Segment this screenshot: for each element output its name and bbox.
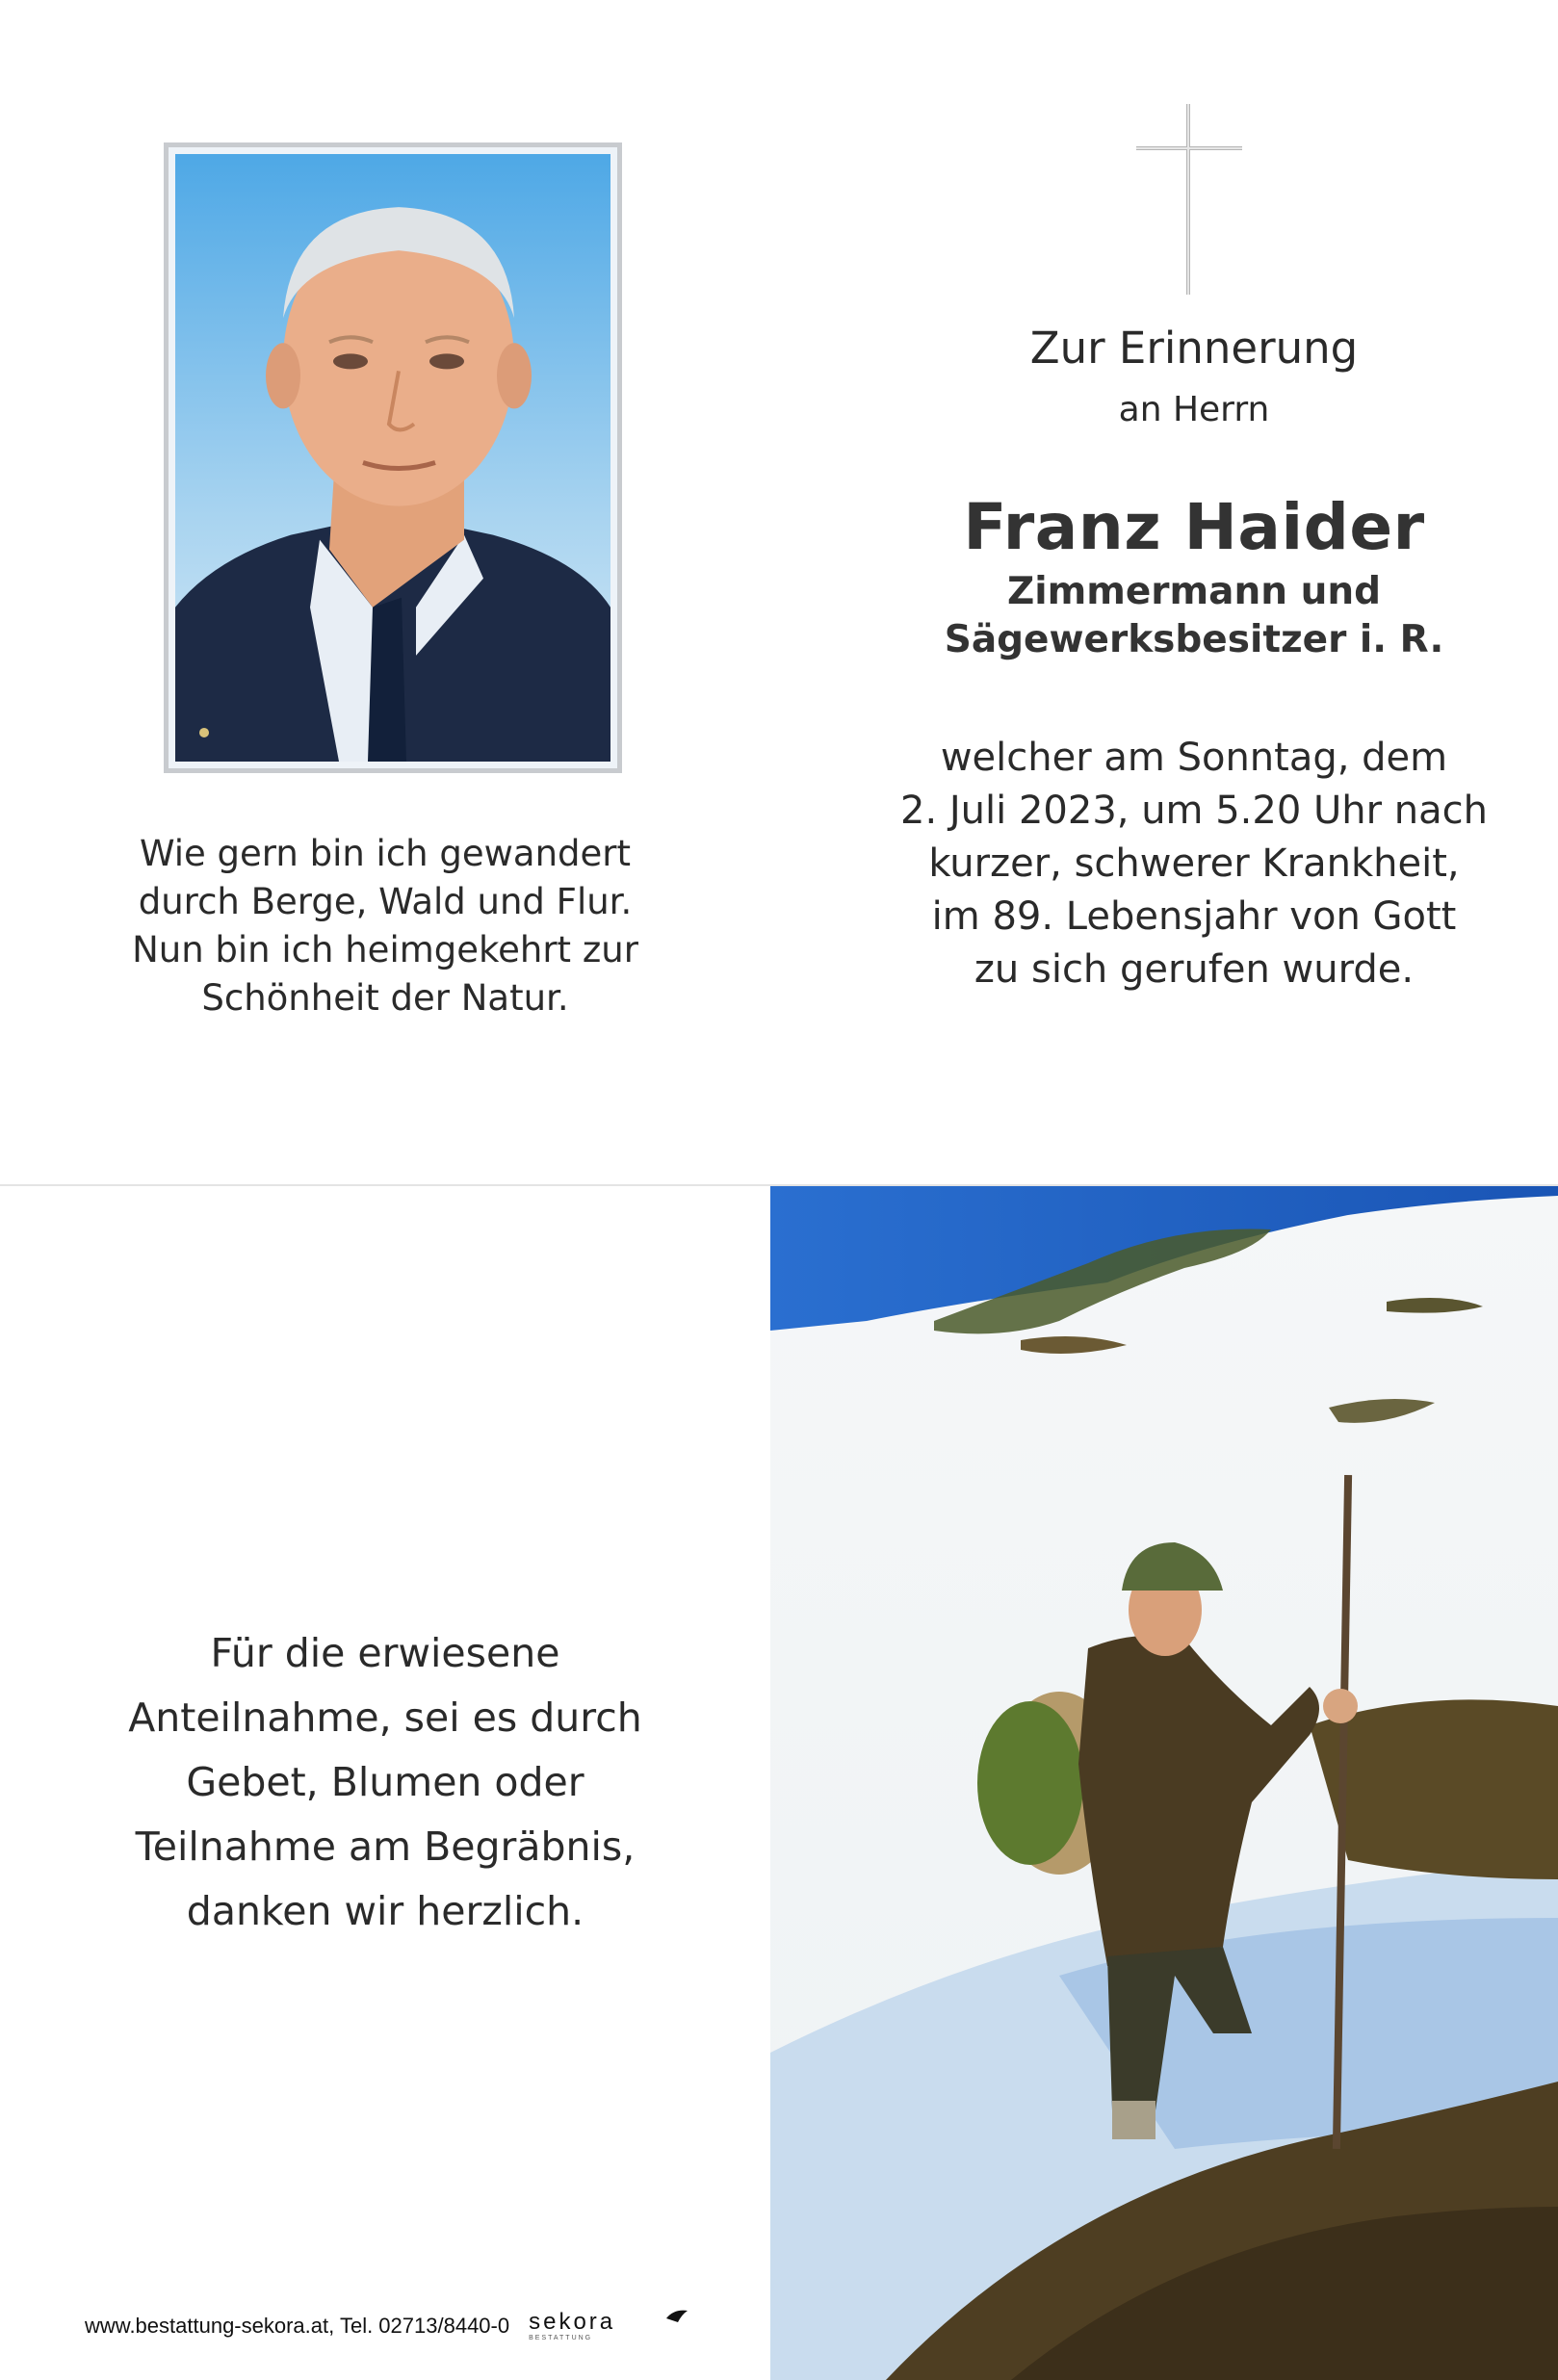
- poem-line: durch Berge, Wald und Flur.: [138, 881, 633, 922]
- cross-icon: [1136, 104, 1242, 295]
- logo-subtitle: BESTATTUNG: [529, 2334, 593, 2341]
- memory-subheading: an Herrn: [1118, 390, 1270, 429]
- death-notice: [847, 732, 1541, 996]
- thanks-line: Teilnahme am Begräbnis,: [135, 1824, 636, 1870]
- thanks-line: danken wir herzlich.: [186, 1888, 584, 1934]
- thanks-line: Gebet, Blumen oder: [186, 1759, 584, 1805]
- death-notice-line: zu sich gerufen wurde.: [974, 947, 1415, 992]
- poem-line: Schönheit der Natur.: [201, 977, 569, 1019]
- portrait-image: [175, 154, 610, 762]
- leaf-bird-icon: [664, 2307, 689, 2328]
- card-inner-top: [0, 0, 1558, 1184]
- thanks-message: [96, 1621, 674, 1944]
- funeral-home-logo: [529, 2308, 616, 2342]
- memorial-poem: [96, 830, 674, 1022]
- funeral-home-footer: [85, 2307, 615, 2345]
- poem-line: Wie gern bin ich gewandert: [139, 833, 631, 874]
- hiking-image: [770, 1186, 1558, 2380]
- footer-contact: www.bestattung-sekora.at, Tel. 02713/8440-0: [85, 2314, 510, 2338]
- hiking-photo: [770, 1186, 1558, 2380]
- thanks-line: Für die erwiesene: [210, 1630, 560, 1676]
- deceased-occupation: Sägewerksbesitzer i. R.: [944, 618, 1444, 661]
- death-notice-line: im 89. Lebensjahr von Gott: [931, 894, 1457, 939]
- death-notice-line: kurzer, schwerer Krankheit,: [928, 841, 1460, 886]
- deceased-occupation: Zimmermann und: [1006, 570, 1382, 613]
- death-notice-line: 2. Juli 2023, um 5.20 Uhr nach: [900, 789, 1488, 833]
- deceased-name: Franz Haider: [963, 490, 1425, 564]
- logo-wordmark: sekora: [529, 2308, 616, 2335]
- poem-line: Nun bin ich heimgekehrt zur: [132, 929, 638, 970]
- portrait-photo: [164, 142, 622, 773]
- thanks-line: Anteilnahme, sei es durch: [128, 1694, 642, 1741]
- memory-heading: Zur Erinnerung: [1029, 323, 1359, 374]
- death-notice-line: welcher am Sonntag, dem: [940, 736, 1448, 780]
